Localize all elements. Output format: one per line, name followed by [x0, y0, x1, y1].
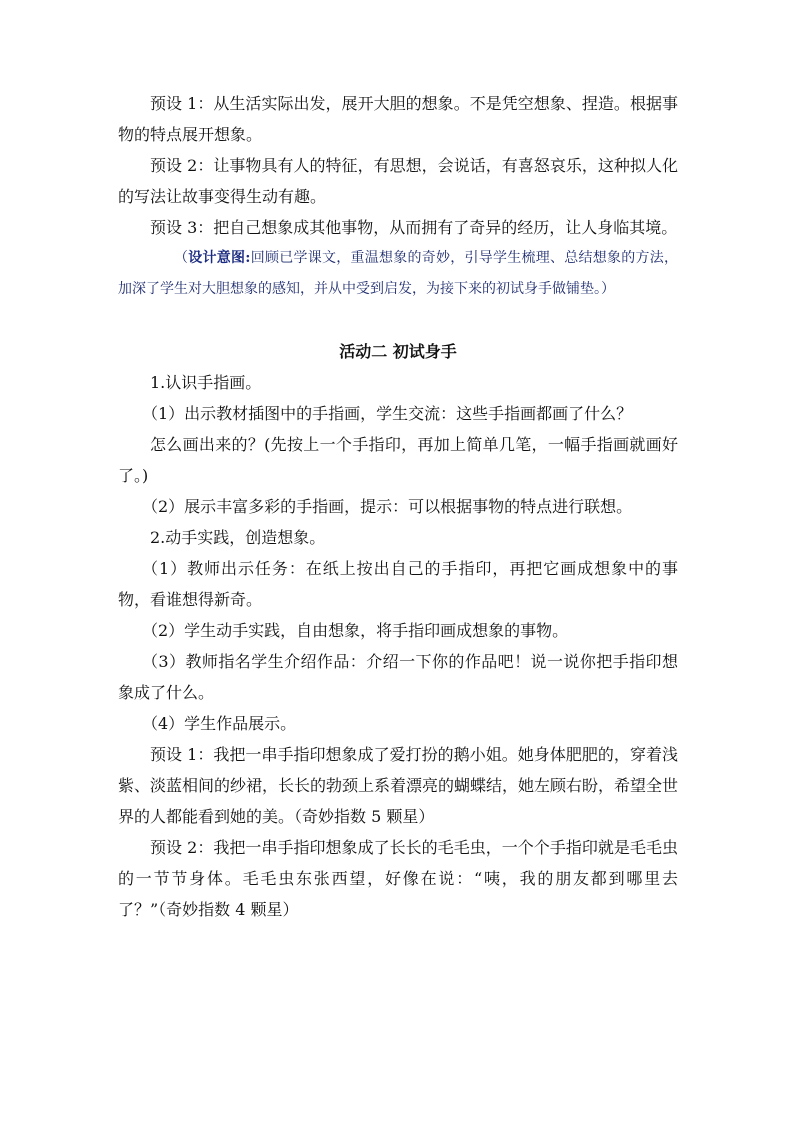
step-2-4: （4）学生作品展示。 [142, 714, 297, 733]
step-1-1-continued: 怎么画出来的？(先按上一个手指印，再加上简单几笔，一幅手指画就画好了。) [118, 435, 678, 485]
preset-paragraph-2: 预设 2：让事物具有人的特征，有思想，会说话，有喜怒哀乐，这种拟人化的写法让故事变得生动有趣。 [118, 156, 678, 206]
design-intent-note [118, 243, 678, 305]
step-1: 1.认识手指画。 [150, 373, 262, 392]
document-page [118, 88, 678, 925]
student-preset-2: 预设 2：我把一串手指印想象成了长长的毛毛虫，一个个手指印就是毛毛虫的一节节身体。毛毛虫东张西望，好像在说：“咦，我的朋友都到哪里去了？”（奇妙指数 4 颗星） [118, 838, 678, 919]
step-2-1: （1）教师出示任务：在纸上按出自己的手指印，再把它画成想象中的事物，看谁想得新奇。 [118, 559, 678, 609]
section-heading: 活动二 初试身手 [339, 342, 457, 361]
design-intent-label: 设计意图: [188, 250, 251, 266]
design-intent-text: 回顾已学课文，重温想象的奇妙，引导学生梳理、总结想象的方法，加深了学生对大胆想象的感知，并从中受到启发，为接下来的初试身手做铺垫。） [118, 250, 679, 297]
step-2: 2.动手实践，创造想象。 [150, 528, 326, 547]
step-2-3: （3）教师指名学生介绍作品：介绍一下你的作品吧！说一说你把手指印想象成了什么。 [118, 652, 678, 702]
preset-paragraph-3: 预设 3：把自己想象成其他事物，从而拥有了奇异的经历，让人身临其境。 [150, 218, 678, 237]
student-preset-1: 预设 1：我把一串手指印想象成了爱打扮的鹅小姐。她身体肥肥的，穿着浅紫、淡蓝相间的纱裙，长长的勃颈上系着漂亮的蝴蝶结，她左顾右盼，希望全世界的人都能看到她的美。（奇妙指数 5 颗星） [118, 745, 679, 826]
step-1-1: （1）出示教材插图中的手指画，学生交流：这些手指画都画了什么？ [142, 404, 633, 423]
design-open-paren: （ [174, 250, 189, 266]
step-2-2: （2）学生动手实践，自由想象，将手指印画成想象的事物。 [142, 621, 569, 640]
step-1-2: （2）展示丰富多彩的手指画，提示：可以根据事物的特点进行联想。 [142, 497, 633, 516]
preset-paragraph-1: 预设 1：从生活实际出发，展开大胆的想象。不是凭空想象、捏造。根据事物的特点展开想象。 [118, 94, 678, 144]
